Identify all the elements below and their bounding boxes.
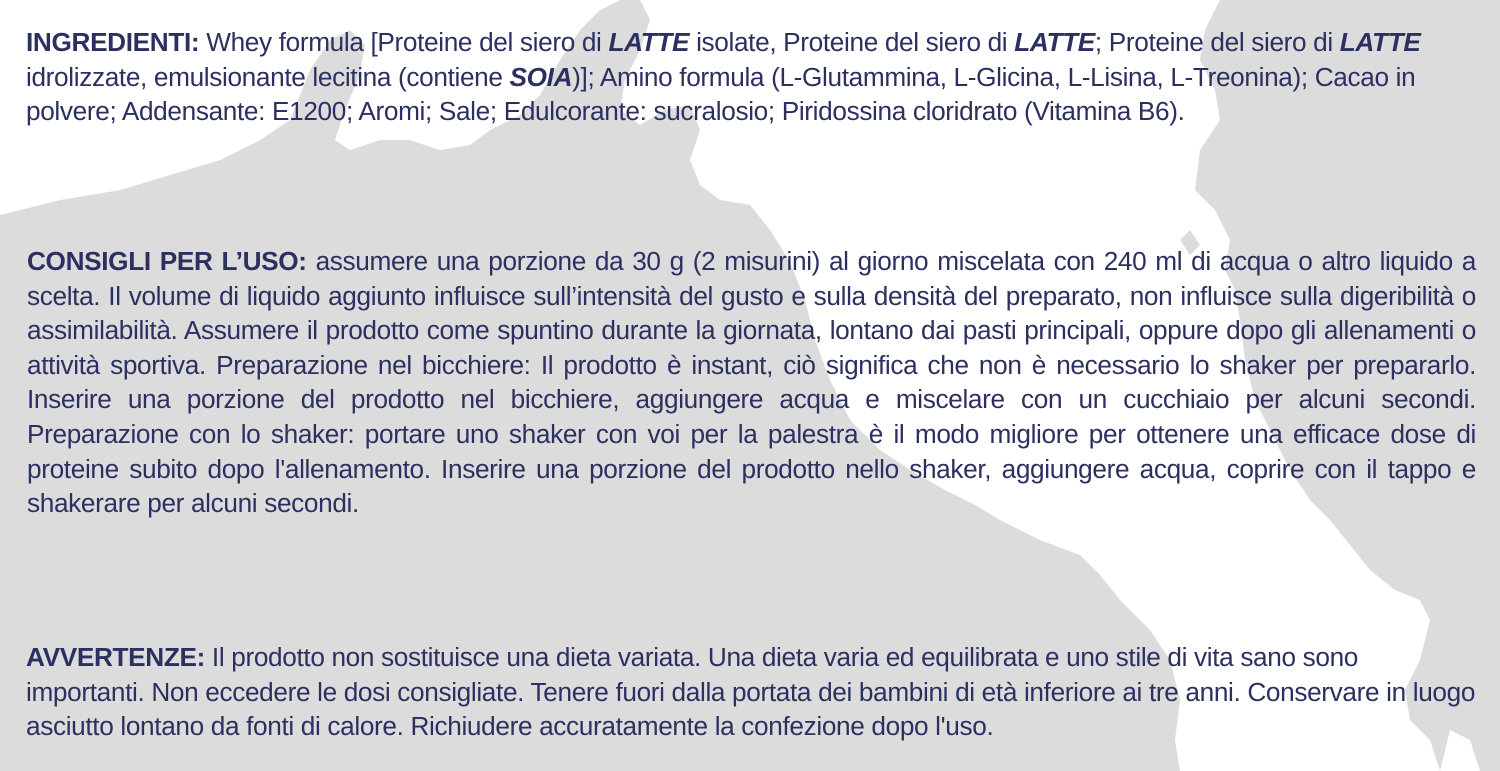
usage-section (27, 244, 1476, 521)
ingredients-text: isolate, Proteine del siero di (689, 27, 1015, 57)
ingredients-text: ; Proteine del siero di (1094, 27, 1340, 57)
warnings-heading: AVVERTENZE: (26, 642, 205, 672)
warnings-section (26, 640, 1478, 744)
allergen-soy: SOIA (509, 61, 573, 92)
ingredients-section (26, 25, 1478, 129)
ingredients-heading: INGREDIENTI: (26, 27, 200, 57)
allergen-milk: LATTE (1014, 27, 1095, 57)
warnings-text: Il prodotto non sostituisce una dieta variata. Una dieta varia ed equilibrata e uno stile di vita sano sono importanti. Non eccedere le dosi consigliate. Tenere fuori dalla portata dei bambini di età inferiore ai tre anni. Conservare in luogo asciutto lontano da fonti di calore. Richiudere accuratamente la confezione dopo l'uso. (26, 642, 1476, 742)
usage-text: assumere una porzione da 30 g (2 misurini) al giorno miscelata con 240 ml di acqua o altro liquido a scelta. Il volume di liquido aggiunto influisce sull’intensità del gusto e sulla densità del preparato, non influisce sulla digeribilità o assimilabilità. Assumere il prodotto come spuntino durante la giornata, lontano dai pasti principali, oppure dopo gli allenamenti o attività sportiva. Preparazione nel bicchiere: Il prodotto è instant, ciò significa che non è necessario lo shaker per prepararlo. Inserire una porzione del prodotto nel bicchiere, aggiungere acqua e miscelare con un cucchiaio per alcuni secondi. Preparazione con lo shaker: portare uno shaker con voi per la palestra è il modo migliore per ottenere una efficace dose di proteine subito dopo l'allenamento. Inserire una porzione del prodotto nello shaker, aggiungere acqua, coprire con il tappo e shakerare per alcuni secondi. (27, 246, 1476, 519)
ingredients-text: )]; Amino formula (L-Glutammina, L-Glicina, L-Lisina, L-Treonina); Cacao in polvere; Addensante: E1200; Aromi; Sale; Edulcorante: sucralosio; Piridossina cloridrato (Vitamina B6). (26, 61, 1416, 127)
allergen-milk: LATTE (1339, 27, 1421, 57)
ingredients-text: idrolizzate, emulsionante lecitina (contiene (26, 61, 510, 92)
allergen-milk: LATTE (608, 27, 690, 57)
usage-heading: CONSIGLI PER L’USO: (27, 246, 307, 276)
ingredients-text: Whey formula [Proteine del siero di (199, 27, 609, 57)
